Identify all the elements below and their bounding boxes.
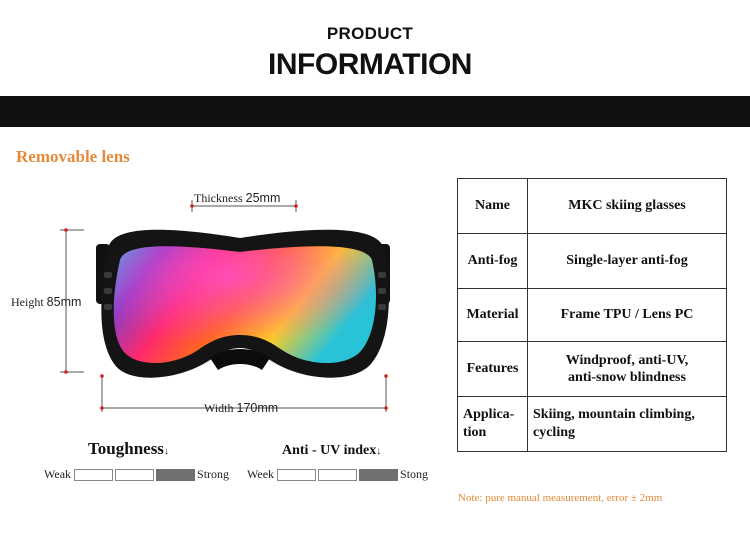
table-row [458, 342, 727, 397]
scale-segment [318, 469, 357, 481]
header-top-line: PRODUCT [326, 24, 414, 43]
spec-value: MKC skiing glasses [528, 179, 727, 234]
spec-value: Frame TPU / Lens PC [528, 289, 727, 342]
width-label: Width [204, 401, 234, 415]
table-row [458, 397, 727, 452]
section-title: Removable lens [16, 147, 130, 166]
height-value: 85mm [46, 295, 82, 309]
height-label: Height [11, 295, 44, 309]
scale-segment-filled [359, 469, 398, 481]
toughness-scale [44, 467, 229, 482]
spec-value: Skiing, mountain climbing, cycling [528, 397, 727, 452]
spec-key: Anti-fog [458, 234, 528, 289]
spec-key: Features [458, 342, 528, 397]
table-row [458, 289, 727, 342]
spec-value: Single-layer anti-fog [528, 234, 727, 289]
anti-uv-title: Anti - UV index↓ [282, 443, 382, 458]
scale-segment-filled [156, 469, 195, 481]
header-title: INFORMATION [268, 48, 472, 81]
spec-key: Applica- tion [458, 397, 528, 452]
scale-segment [277, 469, 316, 481]
anti-uv-scale [247, 467, 428, 482]
spec-table [457, 178, 727, 452]
height-measure [11, 295, 81, 310]
down-arrow-icon: ↓ [163, 446, 169, 457]
table-row [458, 234, 727, 289]
header-band [0, 96, 750, 127]
anti-uv-low-label: Week [247, 467, 275, 481]
anti-uv-high-label: Stong [400, 467, 429, 481]
spec-key: Material [458, 289, 528, 342]
toughness-title: Toughness↓ [88, 439, 169, 458]
scale-segment [74, 469, 113, 481]
spec-key: Name [458, 179, 528, 234]
toughness-high-label: Strong [197, 467, 230, 481]
thickness-value: 25mm [245, 191, 281, 205]
thickness-measure [194, 191, 280, 206]
width-value: 170mm [236, 401, 279, 415]
spec-value: Windproof, anti-UV, anti-snow blindness [528, 342, 727, 397]
measurement-note: Note: pure manual measurement, error ± 2mm [458, 492, 663, 504]
width-measure [204, 401, 278, 416]
toughness-low-label: Weak [44, 467, 72, 481]
scale-segment [115, 469, 154, 481]
down-arrow-icon: ↓ [376, 446, 382, 457]
table-row [458, 179, 727, 234]
thickness-label: Thickness [194, 191, 243, 205]
